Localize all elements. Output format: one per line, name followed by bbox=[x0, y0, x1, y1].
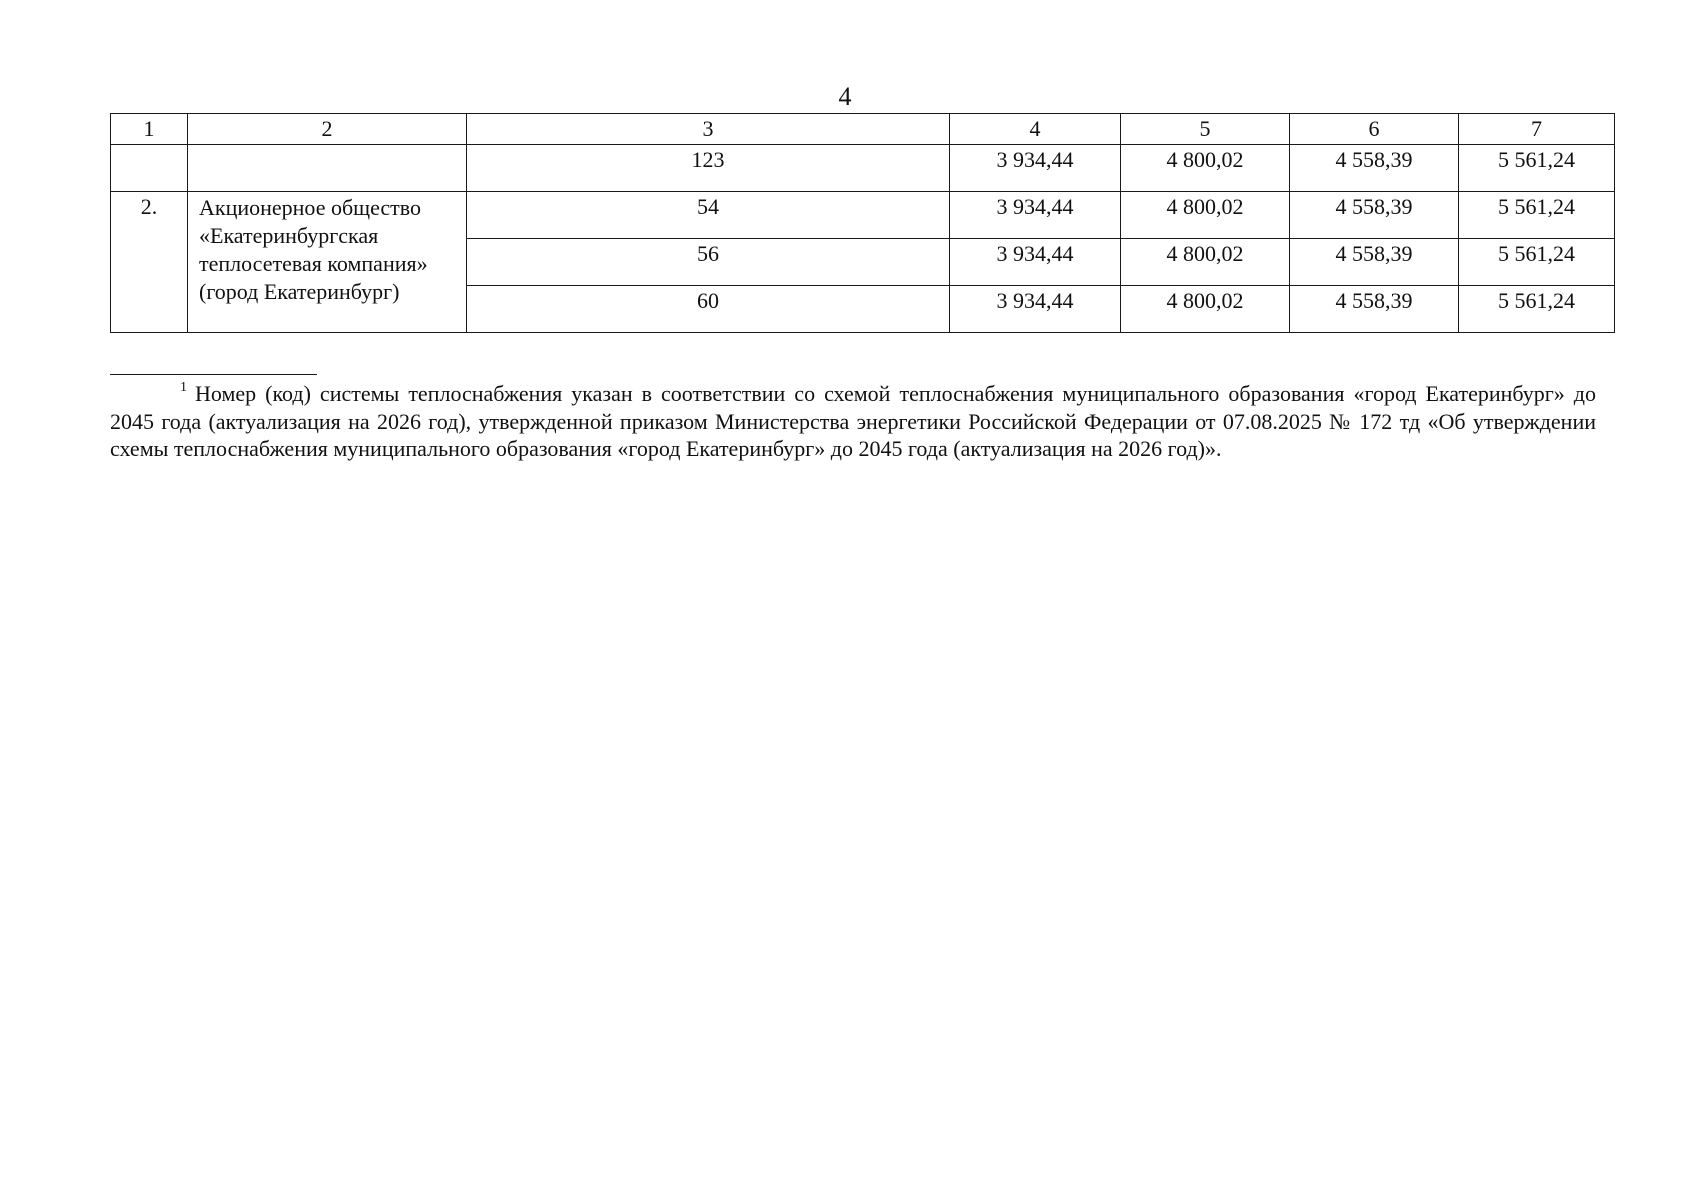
footnote-separator bbox=[110, 374, 317, 375]
row-number-cell bbox=[111, 145, 188, 192]
value-cell: 3 934,44 bbox=[950, 286, 1121, 333]
value-cell: 3 934,44 bbox=[950, 239, 1121, 286]
value-cell: 3 934,44 bbox=[950, 192, 1121, 239]
header-cell: 3 bbox=[467, 114, 950, 145]
tariff-table bbox=[110, 113, 1615, 333]
header-cell: 1 bbox=[111, 114, 188, 145]
footnote bbox=[110, 380, 1596, 463]
value-cell: 4 558,39 bbox=[1290, 239, 1459, 286]
table-row bbox=[111, 192, 1615, 239]
value-cell: 4 800,02 bbox=[1121, 286, 1290, 333]
value-cell: 4 558,39 bbox=[1290, 286, 1459, 333]
value-cell: 4 558,39 bbox=[1290, 145, 1459, 192]
header-cell: 5 bbox=[1121, 114, 1290, 145]
value-cell: 4 558,39 bbox=[1290, 192, 1459, 239]
value-cell: 5 561,24 bbox=[1459, 145, 1615, 192]
system-code-cell: 56 bbox=[467, 239, 950, 286]
value-cell: 5 561,24 bbox=[1459, 286, 1615, 333]
header-cell: 6 bbox=[1290, 114, 1459, 145]
header-cell: 4 bbox=[950, 114, 1121, 145]
organization-cell bbox=[188, 145, 467, 192]
value-cell: 4 800,02 bbox=[1121, 192, 1290, 239]
row-number-cell: 2. bbox=[111, 192, 188, 333]
system-code-cell: 60 bbox=[467, 286, 950, 333]
page-number: 4 bbox=[838, 82, 852, 111]
table-header-row bbox=[111, 114, 1615, 145]
system-code-cell: 123 bbox=[467, 145, 950, 192]
value-cell: 5 561,24 bbox=[1459, 239, 1615, 286]
value-cell: 4 800,02 bbox=[1121, 239, 1290, 286]
value-cell: 4 800,02 bbox=[1121, 145, 1290, 192]
value-cell: 3 934,44 bbox=[950, 145, 1121, 192]
footnote-marker: 1 bbox=[180, 380, 187, 395]
system-code-cell: 54 bbox=[467, 192, 950, 239]
header-cell: 7 bbox=[1459, 114, 1615, 145]
header-cell: 2 bbox=[188, 114, 467, 145]
footnote-text: Номер (код) системы теплоснабжения указан в соответствии со схемой теплоснабжения муниципального образования «город Екатеринбург» до 2045 года (актуализация на 2026 год), утвержденной приказом Министерства энергетики Российской Федерации от 07.08.2025 № 172 тд «Об утверждении схемы теплоснабжения муниципального образования «город Екатеринбург» до 2045 года (актуализация на 2026 год)». bbox=[110, 381, 1596, 461]
table-row bbox=[111, 145, 1615, 192]
organization-cell: Акционерное общество «Екатеринбургская теплосетевая компания» (город Екатеринбург) bbox=[188, 192, 467, 333]
value-cell: 5 561,24 bbox=[1459, 192, 1615, 239]
